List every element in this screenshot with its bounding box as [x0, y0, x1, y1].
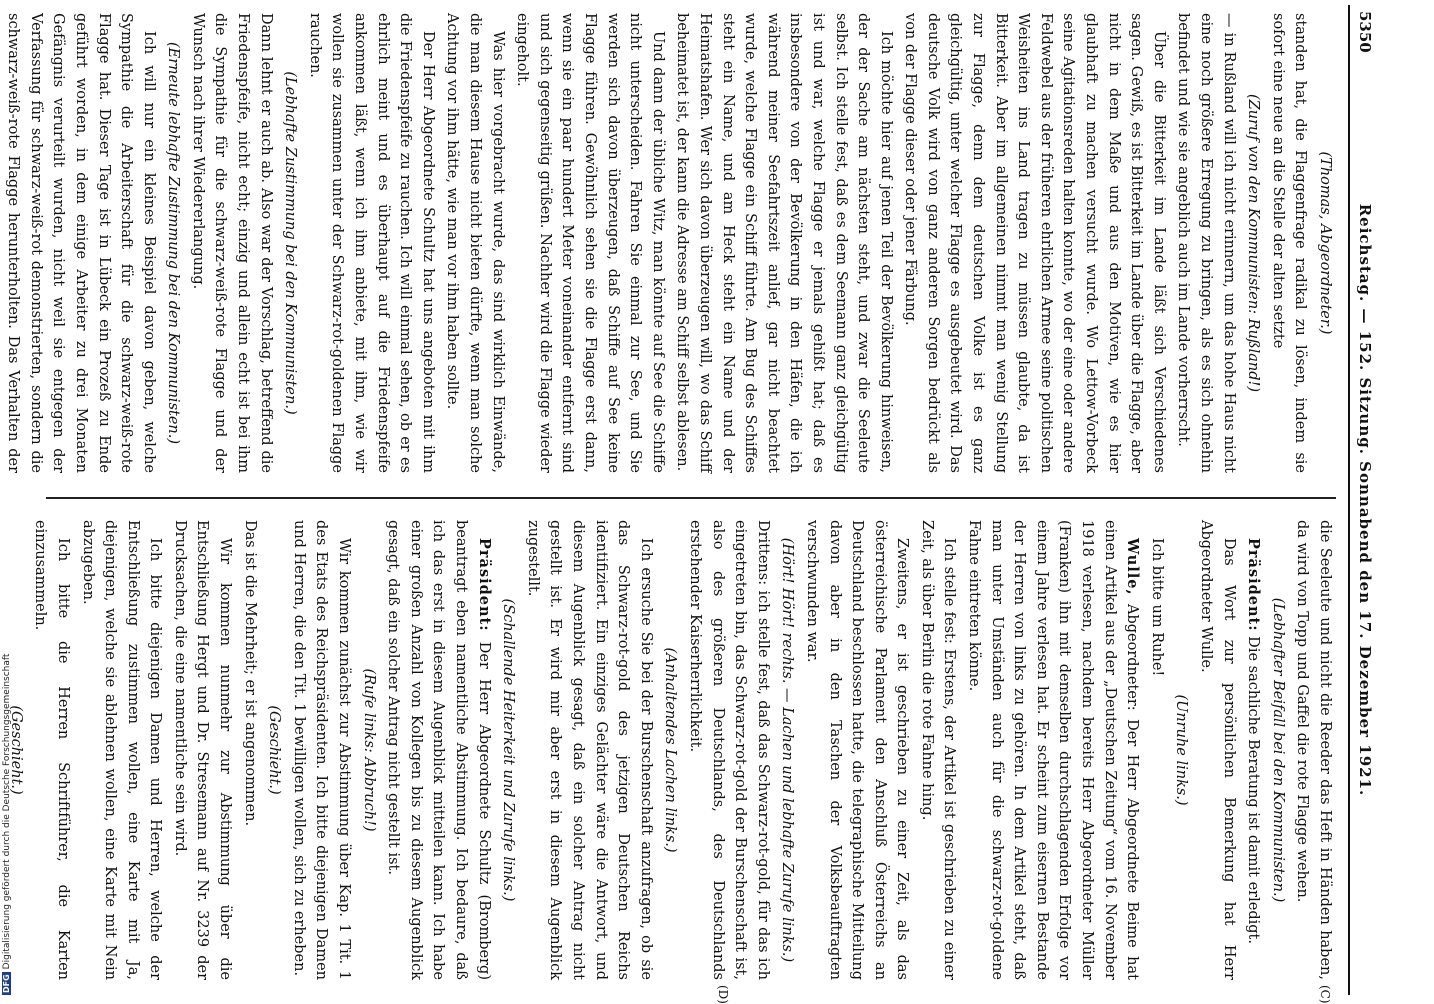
margin-marker-c: (C) — [1318, 985, 1332, 1004]
interjection: (Rufe links: Abbruch!) — [360, 668, 377, 832]
speaker-paragraph — [382, 520, 495, 980]
interjection: (Lebhafter Beifall bei den Kommunisten.) — [1269, 597, 1286, 903]
interjection: (Anhaltendes Lachen links.) — [662, 647, 679, 853]
interjection: (Unruhe links.) — [1173, 694, 1190, 806]
paragraph: Ich bitte diejenigen Damen und Herren, welche der Entschließung zustimmen wollen, eine Karte mit Ja, diejenigen, welche sie ablehnen wollen, eine Karte mit Nein abzugeben. — [79, 520, 164, 980]
paragraph: Das ist die Mehrheit; er ist angenommen. — [241, 520, 258, 827]
digitization-credit — [2, 0, 16, 995]
paragraph: Was hier vorgebracht wurde, das sind wirklich Einwände, die man diesem Hause nicht bieten dürfte, wenn man solche Achtung vor ihm hätte, wie man vor ihm haben sollte. — [444, 13, 506, 473]
interjection: (Lebhafte Zustimmung bei den Kommunisten.) — [282, 71, 299, 415]
speaker-paragraph — [963, 520, 1144, 980]
margin-marker-d: (D) — [716, 985, 730, 1004]
paragraph: Wir kommen zunächst zur Abstimmung über Kap. 1 Tit. 1 des Etats des Reichspräsidenten. Ich bitte diejenigen Damen und Herren, die den Tit. 1 bewilligen wollen, sich zu erheben. — [290, 520, 353, 980]
paragraph: Dann lehnt er auch ab. Also war der Vorschlag, betreffend die Friedenspfeife, nicht echt; einzig und allein echt ist bei ihm die Sympathie für die schwarz-weiß-rote Flagge und der Wunsch nach ihrer Wiedererlangung. — [189, 13, 274, 473]
paragraph: Zweitens, er ist geschrieben zu einer Zeit, als das österreichische Parlament den Anschluß Österreichs an Deutschland beschlossen hatte, die telegraphische Mitteilung davon aber in den Taschen der Volksbeauftragten verschwunden war. — [803, 520, 911, 980]
paragraph: standen hat, die Flaggenfrage radikal zu lösen, indem sie sofort eine neue an die Stelle der alten setzte — [1269, 13, 1309, 473]
interjection: (Erneute lebhafte Zustimmung bei den Kommunisten.) — [165, 41, 182, 445]
speaker-paragraph — [1242, 520, 1265, 980]
dfg-logo: DFG — [2, 974, 11, 993]
paragraph: Ich stelle fest: Erstens, der Artikel ist geschrieben zu einer Zeit, als über Berlin die rote Fahne hing. — [918, 520, 958, 980]
paragraph: Und dann der übliche Witz, man könnte auf See die Schiffe nicht unterscheiden. Fahren Sie einmal zur See, und Sie werden sich davon überzeugen, daß Schiffe auf See keine Flagge führen. Gewöhnlich sehen sie die Flagge erst dann, wenn sie ein paar hundert Meter voneinander entfernt sind und sich gegenseitig grüßen. Nachher wird die Flagge wieder eingeholt. — [514, 13, 666, 473]
left-column — [5, 13, 1336, 473]
paragraph: Der Herr Abgeordnete Schultz hat uns angeboten mit ihm die Friedenspfeife zu rauchen. Ich will einmal sehen, ob er es ehrlich meint und es überhaupt auf die Friedenspfeife ankommen läßt, wenn ich ihm anbiete, mit ihm, wie wir wollen sie zusammen unter der Schwarz-rot-goldenen Flagge rauchen. — [306, 13, 436, 473]
paragraph: Ich ersuche Sie bei der Burschenschaft anzufragen, ob sie das Schwarz-rot-gold des jetzigen Deutschen Reichs identifiziert. Ein einziges Gelächter wäre die Antwort, und diesem Augenblick gesagt, daß ein solcher Antrag nicht gestellt ist. Er wird mir aber erst in diesem Augenblick zugestellt. — [524, 520, 654, 980]
page-number: 5350 — [1356, 11, 1374, 53]
page-header — [1348, 5, 1380, 995]
interjection: (Schallende Heiterkeit und Zurufe links.) — [500, 598, 517, 902]
speech-text: Der Herr Abgeordnete Schultz (Bromberg) beantragt eben namentliche Abstimmung. Ich bedaure, daß ich das erst in diesem Augenblick mitteilen kann. Ich habe einer großen Anzahl von Kollegen bis zu diesem Augenblick gesagt, daß ein solcher Antrag nicht gestellt ist. — [385, 520, 492, 980]
speaker-name: Präsident: — [1245, 538, 1263, 632]
credit-text: Digitalisierung gefördert durch die Deutsche Forschungsgemeinschaft — [2, 653, 12, 970]
paragraph: Ich möchte hier auf jenen Teil der Bevölkerung hinweisen, der der Sache am nächsten steht, und zwar die Seeleute selbst. Ich stelle fest, daß es dem Seemann ganz gleichgültig ist und war, welche Flagge er jemals gehißt hat; daß es insbesondere von der Bevölkerung in den Häfen, die ich während meiner Seefahrtszeit anlief, gar nicht beachtet wurde, welche Flagge ein Schiff führte. Am Bug des Schiffes steht ein Name, und am Heck steht ein Name und der Heimatshafen. Wer sich davon überzeugen will, wo das Schiff beheimatet ist, der kann die Adresse am Schiff selbst ablesen. — [674, 13, 894, 473]
paragraph: Drittens: ich stelle fest, daß das Schwarz-rot-gold, für das ich eingetreten bin, das Schwarz-rot-gold der Burschenschaft ist, also des größeren Deutschlands, des Deutschlands erstehender Kaiserherrlichkeit. — [686, 520, 771, 980]
paragraph: Ich bitte um Ruhe! — [1148, 538, 1165, 677]
interjection: (Geschieht.) — [7, 705, 24, 795]
interjection: (Hört! Hört! rechts. — Lachen und lebhafte Zurufe links.) — [779, 537, 796, 963]
paragraph: Ich will nur ein kleines Beispiel davon geben, welche Sympathie die Arbeiterschaft für die schwarz-weiß-rote Flagge hat. Dieser Tage ist in Lübeck ein Prozeß zu Ende geführt worden, in dem einige Arbeiter zu drei Monaten Gefängnis verurteilt wurden, nicht weil sie entgegen der Verfassung für schwarz-weiß-rot demonstrierten, sondern die schwarz-weiß-rote Flagge herunterholten. Das Verhalten der — [5, 13, 157, 473]
paragraph: die Seeleute und nicht die Reeder das Heft in Händen haben, da wird von Topp und Gaffel die rote Flagge wehen. — [1294, 520, 1333, 980]
interjection: (Zuruf von den Kommunisten: Rußland!) — [1245, 94, 1262, 392]
paragraph: Über die Bitterkeit im Lande läßt sich Verschiedenes sagen. Gewiß, es ist Bitterkeit im Lande über die Flagge, aber nicht in dem Maße und aus den Motiven, wie es hier glaubhaft zu machen versucht wurde. Wo Lettow-Vorbeck seine Agitationsreden halten konnte, wo der eine oder andere Feldwebel aus der früheren ehrlichen Armee seine politischen Weisheiten ins Land tragen zu müssen glaubte, da ist Bitterkeit. Aber im allgemeinen nimmt man wenig Stellung zur Flagge, denn dem deutschen Volke ist es ganz gleichgültig, unter welcher Flagge es ausgebeutet wird. Das deutsche Volk wird von ganz anderen Sorgen bedrückt als von der Flagge dieser oder jener Färbung. — [902, 13, 1167, 473]
paragraph: Ich bitte die Herren Schriftführer, die Karten einzusammeln. — [32, 520, 71, 980]
speaker-name: Wulle, — [1124, 538, 1142, 596]
column-divider — [46, 497, 1336, 499]
speech-text: Die sachliche Beratung ist damit erledigt. — [1245, 631, 1262, 944]
paragraph: Wir kommen nunmehr zur Abstimmung über die Entschließung Hergt und Dr. Stresemann auf Nr. 3239 der Drucksachen, die eine namentliche sein wird. — [171, 520, 234, 980]
interjection: (Geschieht.) — [266, 705, 283, 795]
paragraph: — in Rußland will ich nicht erinnern, um das hohe Haus nicht eine noch größere Erregung zu bringen, als es sich ohnehin befindet und wie sie angeblich auch im Lande vorherrscht. — [1175, 13, 1237, 473]
speaker-name: Präsident: — [475, 538, 493, 632]
page-title: Reichstag. — 152. Sitzung. Sonnabend den 17. Dezember 1921. — [1356, 203, 1374, 797]
speaker-heading: (Thomas, Abgeordneter.) — [1317, 151, 1333, 335]
speech-text: Abgeordneter: Der Herr Abgeordnete Beime hat einen Artikel aus der „Deutschen Zeitung“ vom 16. November 1918 verlesen, nachdem bereits Herr Abgeordneter Müller (Franken) ihn mit demselben durchschlagenden Erfolge vor einem Jahre verlesen hat. Er scheint zum eisernen Bestande der Herren von links zu gehören. In dem Artikel steht, daß man unter Umständen auch für die schwarz-rot-goldene Fahne eintreten könne. — [966, 520, 1141, 980]
paragraph: Das Wort zur persönlichen Bemerkung hat Herr Abgeordneter Wulle. — [1198, 520, 1237, 980]
